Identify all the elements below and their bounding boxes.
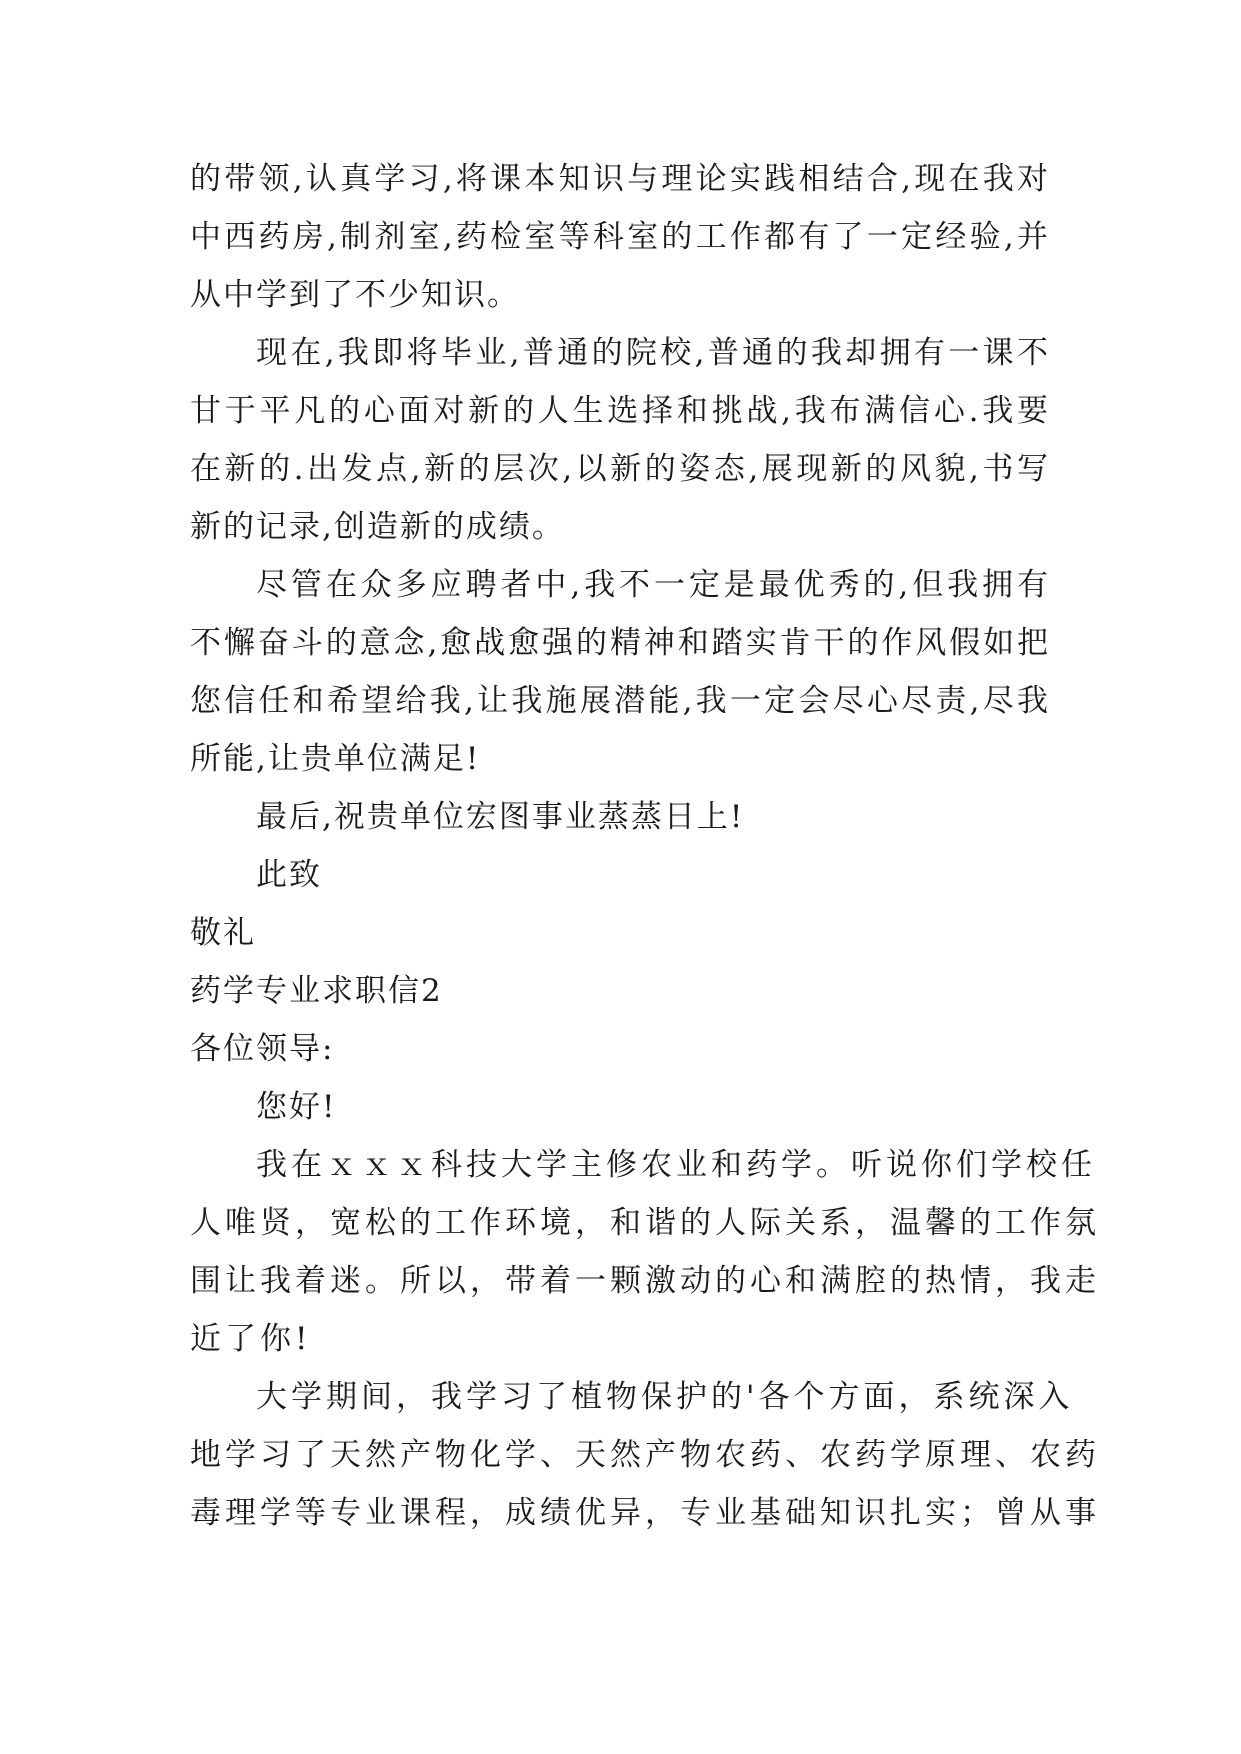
text-line: 地学习了天然产物化学、天然产物农药、农药学原理、农药: [190, 1437, 1100, 1473]
letter-hello: 您好!: [256, 1089, 337, 1125]
text-line: 不懈奋斗的意念,愈战愈强的精神和踏实肯干的作风假如把: [190, 625, 1050, 661]
text-line: 的带领,认真学习,将课本知识与理论实践相结合,现在我对: [190, 161, 1050, 197]
closing-regards: 敬礼: [190, 915, 256, 951]
document-body: [190, 150, 1100, 1542]
text-line: 新的记录,创造新的成绩。: [190, 509, 565, 545]
text-line: 甘于平凡的心面对新的人生选择和挑战,我布满信心.我要: [190, 393, 1050, 429]
text-line: 我在ｘｘｘ科技大学主修农业和药学。听说你们学校任: [256, 1147, 1096, 1183]
text-line: 人唯贤，宽松的工作环境，和谐的人际关系，温馨的工作氛: [190, 1205, 1100, 1241]
paragraph-graduation: [190, 324, 1050, 556]
text-line: 您信任和希望给我,让我施展潜能,我一定会尽心尽责,尽我: [190, 683, 1050, 719]
text-line: 近了你!: [190, 1321, 312, 1357]
closing-salutation: 此致: [256, 857, 322, 893]
paragraph-commitment: [190, 556, 1050, 788]
text-line: 所能,让贵单位满足!: [190, 741, 481, 777]
text-line: 毒理学等专业课程，成绩优异，专业基础知识扎实；曾从事: [190, 1495, 1100, 1531]
text-line: 围让我着迷。所以，带着一颗激动的心和满腔的热情，我走: [190, 1263, 1100, 1299]
paragraph-study-experience: [190, 150, 1050, 324]
section-heading: 药学专业求职信2: [190, 973, 443, 1009]
text-line: 大学期间，我学习了植物保护的'各个方面，系统深入: [256, 1379, 1074, 1415]
letter-greeting: 各位领导:: [190, 1031, 335, 1067]
text-line: 从中学到了不少知识。: [190, 277, 520, 313]
text-line: 在新的.出发点,新的层次,以新的姿态,展现新的风貌,书写: [190, 451, 1050, 487]
text-line: 现在,我即将毕业,普通的院校,普通的我却拥有一课不: [256, 335, 1050, 371]
closing-wish: 最后,祝贵单位宏图事业蒸蒸日上!: [256, 799, 745, 835]
text-line: 中西药房,制剂室,药检室等科室的工作都有了一定经验,并: [190, 219, 1050, 255]
paragraph-university-study: [190, 1368, 1100, 1542]
paragraph-introduction: [190, 1136, 1100, 1368]
text-line: 尽管在众多应聘者中,我不一定是最优秀的,但我拥有: [256, 567, 1050, 603]
